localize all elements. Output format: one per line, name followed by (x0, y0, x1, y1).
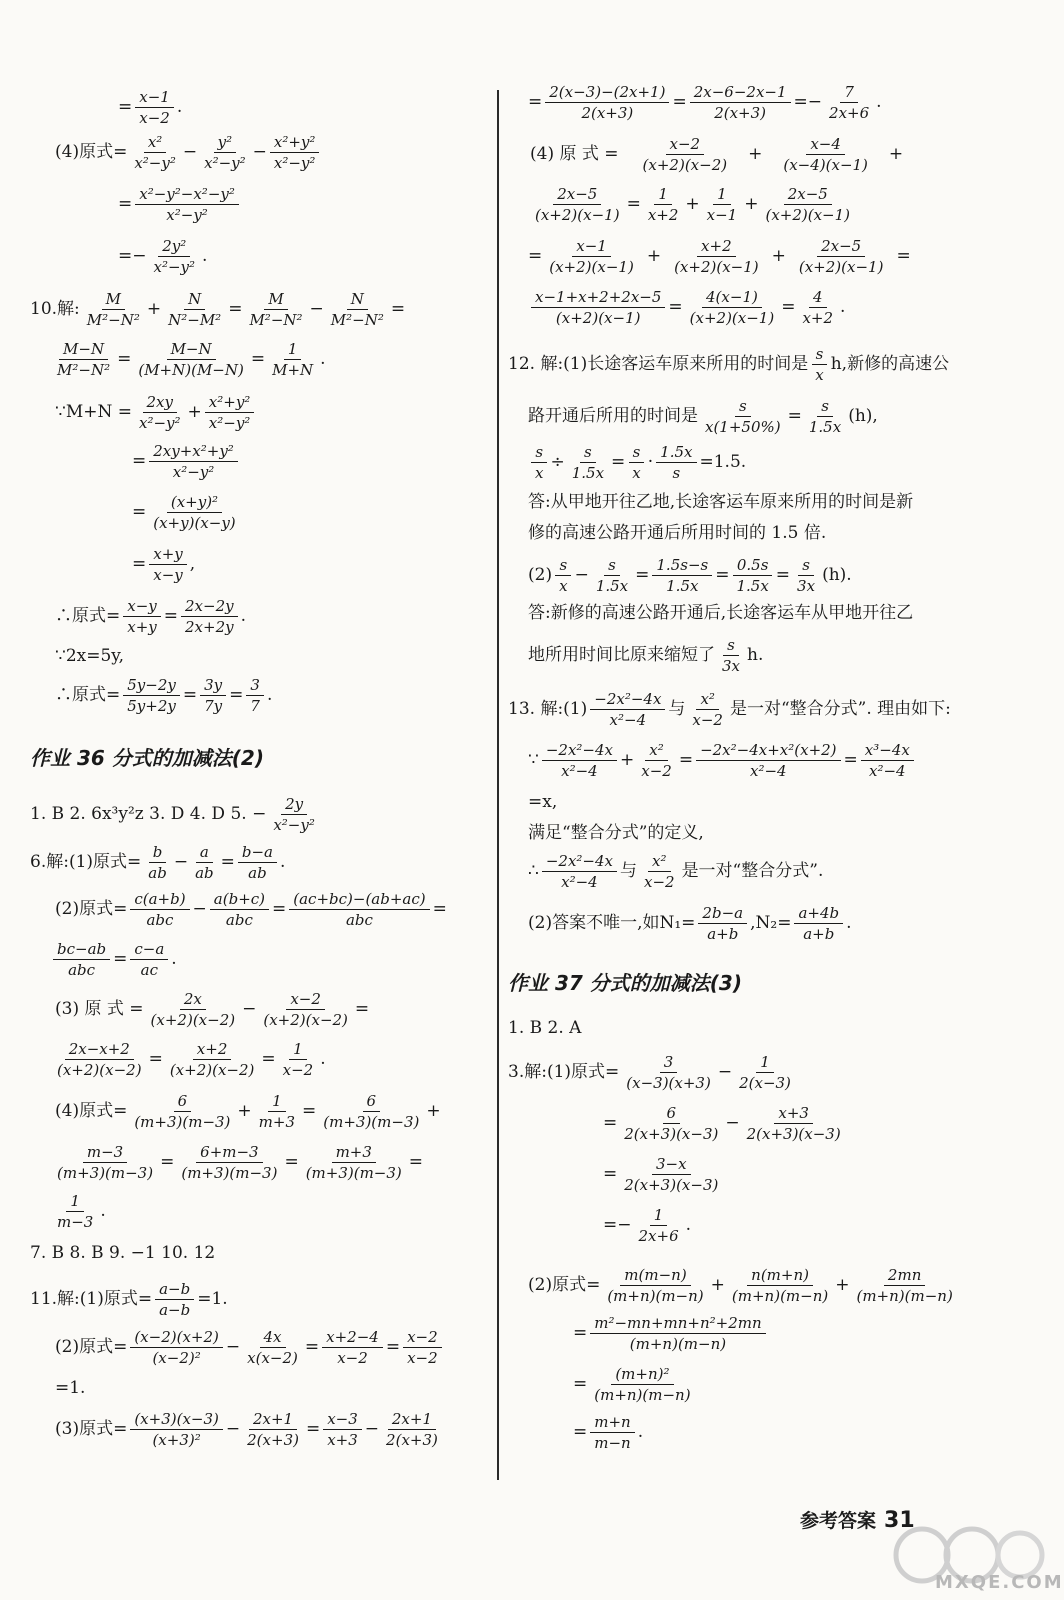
column-divider (497, 90, 499, 1480)
eq-line: ∴原式= $\frac{x-y}{x+y}$ = $\frac{2x-2y}{2x+2y}$ . (55, 597, 247, 636)
problem-13: 13. 解:(1) $\frac{\text{−2x²−4x}}{\text{x²−4}}$ 与 $\frac{\text{x²}}{x-2}$ 是一对“整合分式”. 理由如下: (508, 690, 951, 729)
eq-line: (4) 原 式 = $\frac{x-2}{(x+2)(x-2)}$ + $\frac{x-4}{(x-4)(x-1)}$ + (530, 135, 904, 174)
eq-line: ∵M+N = $\frac{2xy}{\text{x²−y²}}$ + $\frac{\text{x²+y²}}{\text{x²−y²}}$ (55, 393, 257, 432)
eq-line: = $\frac{3-x}{2(x+3)(x-3)}$ (603, 1155, 719, 1194)
eq-line: = $\frac{m+n}{m-n}$ . (573, 1413, 644, 1452)
answers-1-5: 1. B 2. 6x³y²z 3. D 4. D 5. − $\frac{2y}{\text{x²−y²}}$ (30, 795, 315, 834)
eq-line: ∴ $\frac{\text{−2x²−4x}}{\text{x²−4}}$ 与 $\frac{\text{x²}}{x-2}$ 是一对“整合分式”. (528, 852, 824, 891)
eq-line: (3)原式= $\frac{(x+3)(x-3)}{\text{(x+3)²}}$ − $\frac{2x+1}{2(x+3)}$ = $\frac{x-3}{x+3}$ − $\frac{2x+1}{2(x+3)}$ (55, 1410, 438, 1449)
eq-line: (2)答案不唯一,如N₁= $\frac{2b-a}{a+b}$ ,N₂= $\frac{a+4b}{a+b}$ . (528, 904, 852, 943)
eq-line: = $\frac{x+y}{x-y}$ , (132, 545, 196, 584)
eq-line: =− $\frac{\text{2y²}}{\text{x²−y²}}$ . (118, 237, 208, 276)
eq-line: = $\frac{\text{m²−mn+mn+n²+2mn}}{(m+n)(m-n)}$ (573, 1314, 769, 1353)
footer-title: 参考答案 (800, 1509, 877, 1532)
eq-line: = $\frac{6}{2(x+3)(x-3)}$ − $\frac{x+3}{2(x+3)(x-3)}$ (603, 1104, 841, 1143)
section-heading-36: 作业 36 分式的加减法(2) (30, 746, 264, 770)
eq-line: (4)原式= $\frac{\text{x²}}{\text{x²−y²}}$ − $\frac{\text{y²}}{\text{x²−y²}}$ − $\frac{\text{x²+y²}}{\text{x²−y²}}$ (55, 133, 322, 172)
problem-6: 6.解:(1)原式= $\frac{b}{ab}$ − $\frac{a}{ab}$ = $\frac{b-a}{ab}$ . (30, 843, 286, 882)
eq-line: =1. (55, 1378, 86, 1398)
eq-line: (3) 原 式 = $\frac{2x}{(x+2)(x-2)}$ − $\frac{x-2}{(x+2)(x-2)}$ = (55, 990, 370, 1029)
text-line: 答:新修的高速公路开通后,长途客运车从甲地开往乙 (528, 603, 914, 623)
eq-line: = $\frac{x-1}{(x+2)(x-1)}$ + $\frac{x+2}{(x+2)(x-1)}$ + $\frac{2x-5}{(x+2)(x-1)}$ = (528, 237, 911, 276)
eq-line: 路开通后所用的时间是 $\frac{s}{x(1+50\%)}$ = $\frac{s}{1.5x}$ (h), (528, 397, 878, 436)
eq-line: $\frac{2x-5}{(x+2)(x-1)}$ = $\frac{1}{x+2}$ + $\frac{1}{x-1}$ + $\frac{2x-5}{(x+2)(x-1)}$ (535, 185, 851, 224)
watermark-text: MXQE.COM (935, 1572, 1064, 1593)
eq-line: $\frac{M-N}{\text{M²−N²}}$ = $\frac{M-N}{(M+N)(M-N)}$ = $\frac{1}{M+N}$ . (57, 340, 326, 379)
eq-line: $\frac{s}{x}$ ÷ $\frac{s}{1.5x}$ = $\frac{s}{x}$ · $\frac{1.5x}{s}$ =1.5. (528, 443, 746, 482)
text-line: 答:从甲地开往乙地,长途客运车原来所用的时间是新 (528, 492, 914, 512)
eq-line: $\frac{2x-x+2}{(x+2)(x-2)}$ = $\frac{x+2}{(x+2)(x-2)}$ = $\frac{1}{x-2}$ . (57, 1040, 326, 1079)
problem-10: 10.解: $\frac{M}{\text{M²−N²}}$ + $\frac{N}{\text{N²−M²}}$ = $\frac{M}{\text{M²−N²}}$ − $\frac{N}{\text{M²−N²}}$ = (30, 290, 406, 329)
text-line: 修的高速公路开通后所用时间的 1.5 倍. (528, 523, 827, 543)
page-number: 31 (884, 1508, 915, 1533)
fraction: $\frac{x-1}{x-2}$ (135, 88, 174, 127)
eq-line: = $\frac{2(x-3)-(2x+1)}{2(x+3)}$ = $\frac{2x-6-2x-1}{2(x+3)}$ =− $\frac{7}{2x+6}$ . (528, 83, 882, 122)
eq-line: = $\frac{\text{2xy+x²+y²}}{\text{x²−y²}}$ (132, 442, 241, 481)
eq-line: $\frac{bc-ab}{\text{abc}}$ = $\frac{c-a}{ac}$ . (50, 940, 177, 979)
eq-line: (4)原式= $\frac{6}{(m+3)(m-3)}$ + $\frac{1}{m+3}$ = $\frac{6}{(m+3)(m-3)}$ + (55, 1092, 441, 1131)
text-line: 满足“整合分式”的定义, (528, 823, 704, 843)
eq-line: ∴原式= $\frac{5y-2y}{5y+2y}$ = $\frac{3y}{7y}$ = $\frac{3}{7}$ . (55, 676, 273, 715)
eq-line: = $\frac{\text{(x+y)²}}{(x+y)(x-y)}$ (132, 493, 236, 532)
eq-line: $\frac{1}{m-3}$ . (57, 1192, 106, 1231)
eq-line: (2)原式= $\frac{m(m-n)}{(m+n)(m-n)}$ + $\frac{n(m+n)}{(m+n)(m-n)}$ + $\frac{2mn}{(m+n)(m-n)}$ (528, 1266, 953, 1305)
eq-line: (2)原式= $\frac{c(a+b)}{\text{abc}}$ − $\frac{a(b+c)}{\text{abc}}$ = $\frac{(ac+bc)-(ab+ac)}{\text{abc}}$ = (55, 890, 447, 929)
eq-line: (2) $\frac{s}{x}$ − $\frac{s}{1.5x}$ = $\frac{1.5s-s}{1.5x}$ = $\frac{0.5s}{1.5x}$ = $\frac{s}{3x}$ (h). (528, 556, 852, 595)
section-heading-37: 作业 37 分式的加减法(3) (508, 971, 742, 995)
eq-line: = $\frac{x-1}{x-2}$ . (118, 88, 183, 127)
eq-line: =− $\frac{1}{2x+6}$ . (603, 1206, 692, 1245)
eq-line: = $\frac{\text{x²−y²−x²−y²}}{\text{x²−y²}}$ (118, 185, 242, 224)
problem-3: 3.解:(1)原式= $\frac{3}{(x-3)(x+3)}$ − $\frac{1}{2(x-3)}$ (508, 1053, 791, 1092)
answers-1-2: 1. B 2. A (508, 1018, 582, 1038)
eq-line: 地所用时间比原来缩短了 $\frac{s}{3x}$ h. (528, 636, 764, 675)
eq-line: =x, (528, 792, 558, 812)
eq-line: ∵ $\frac{\text{−2x²−4x}}{\text{x²−4}}$ + $\frac{\text{x²}}{x-2}$ = $\frac{\text{−2x²−4x+x²(x+2)}}{\text{x²−4}}$ = $\frac{\text{x³−4x}}{\text{x²−4}}$ (528, 741, 917, 780)
problem-11: 11.解:(1)原式= $\frac{a-b}{a-b}$ =1. (30, 1280, 228, 1319)
problem-12: 12. 解:(1)长途客运车原来所用的时间是 $\frac{s}{x}$ h,新修的高速公 (508, 345, 950, 384)
answers-7-10: 7. B 8. B 9. −1 10. 12 (30, 1243, 216, 1263)
eq-line: (2)原式= $\frac{(x-2)(x+2)}{\text{(x−2)²}}$ − $\frac{4x}{x(x-2)}$ = $\frac{x+2-4}{x-2}$ = $\frac{x-2}{x-2}$ (55, 1328, 445, 1367)
eq-line: = $\frac{\text{(m+n)²}}{(m+n)(m-n)}$ (573, 1365, 691, 1404)
eq-line: $\frac{x-1+x+2+2x-5}{(x+2)(x-1)}$ = $\frac{4(x-1)}{(x+2)(x-1)}$ = $\frac{4}{x+2}$ . (528, 288, 845, 327)
eq-line: ∵2x=5y, (55, 646, 125, 666)
eq-line: $\frac{m-3}{(m+3)(m-3)}$ = $\frac{6+m-3}{(m+3)(m-3)}$ = $\frac{m+3}{(m+3)(m-3)}$ = (57, 1143, 424, 1182)
